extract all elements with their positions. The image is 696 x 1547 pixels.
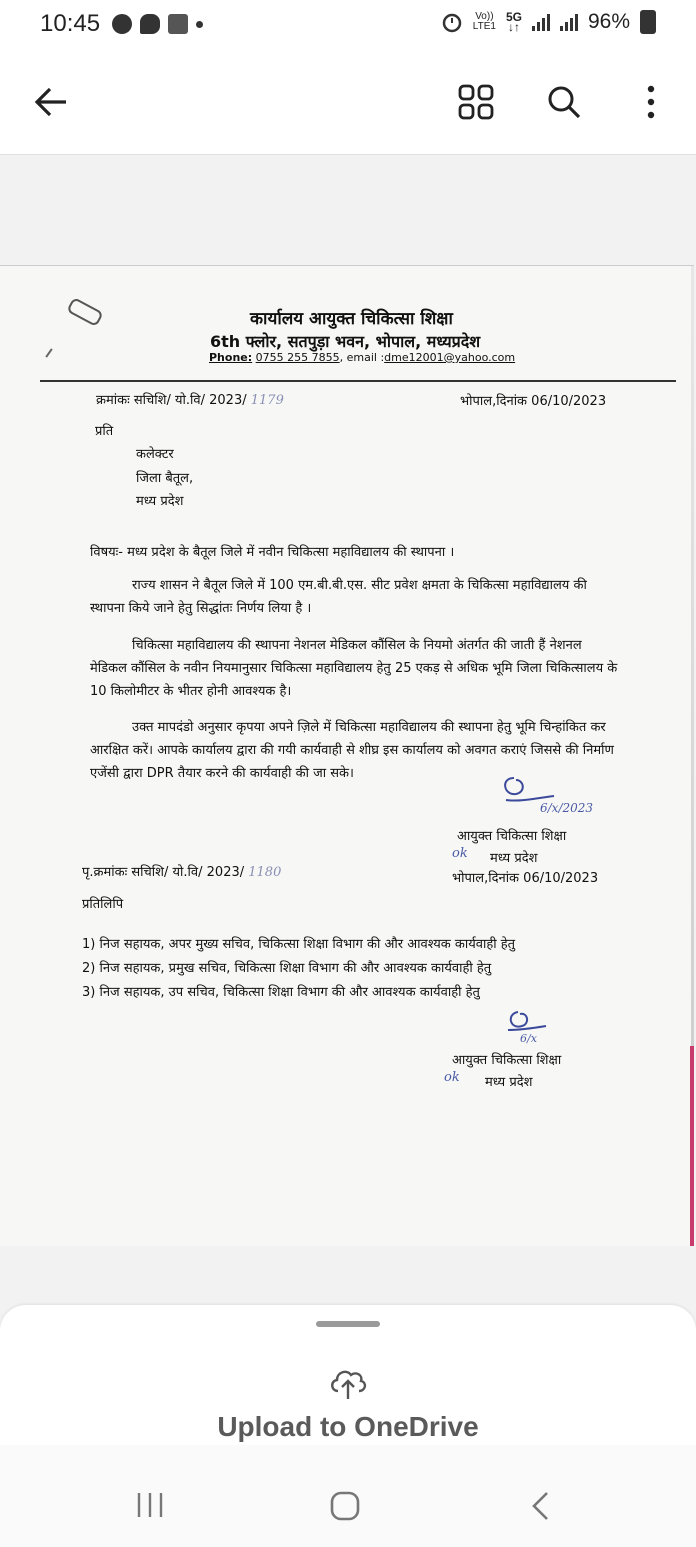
paragraph-2: चिकित्सा महाविद्यालय की स्थापना नेशनल मेडिकल कौंसिल के नियमो अंतर्गत की जाती हैं नेशनल मेडिकल कौंसिल के नवीन नियमानुसार चिकित्सा महाविद्यालय हेतु 25 एकड़ से अधिक भूमि जिला चिकित्सालय के 10 किलोमीटर के भीतर होनी आवश्यक है। xyxy=(90,638,618,699)
back-icon[interactable] xyxy=(530,1491,550,1521)
alarm-icon xyxy=(441,11,463,33)
place-date: भोपाल,दिनांक 06/10/2023 xyxy=(460,394,607,409)
signatory-2-title: आयुक्त चिकित्सा शिक्षा xyxy=(452,1053,562,1068)
more-vert-icon[interactable] xyxy=(644,84,658,120)
initials-1-icon: ok xyxy=(452,846,468,861)
back-arrow-icon[interactable] xyxy=(34,86,68,118)
to-label: प्रति xyxy=(95,424,114,439)
status-bar xyxy=(0,0,696,52)
endorsement-reference-text: पृ.क्रमांकः सचिशि/ यो.वि/ 2023/ xyxy=(82,865,245,880)
phone-label: Phone: xyxy=(209,351,253,364)
signal-1-icon xyxy=(532,13,550,31)
endorsement-reference xyxy=(82,862,281,880)
page-edge-pink xyxy=(690,1046,694,1246)
recents-icon[interactable] xyxy=(136,1491,164,1519)
copy-item-1: 1) निज सहायक, अपर मुख्य सचिव, चिकित्सा शिक्षा विभाग की और आवश्यक कार्यवाही हेतु xyxy=(82,937,516,952)
paragraph-3: उक्त मापदंडो अनुसार कृपया अपने ज़िले में चिकित्सा महाविद्यालय की स्थापना हेतु भूमि चिन्हांकित कर आरक्षित करें। आपके कार्यालय द्वारा की गयी कार्यवाही से शीघ्र इस कार्यालय को अवगत कराएं जिससे की निर्माण एजेंसी द्वारा DPR तैयार करने की कार्यवाही की जा सके। xyxy=(90,720,614,781)
signature-2-handwritten: 6/x xyxy=(520,1032,537,1045)
reference-number-handwritten: 1179 xyxy=(250,393,284,408)
phone-number: 0755 255 7855 xyxy=(255,351,340,364)
paper-clip-icon xyxy=(66,297,104,327)
volte-indicator: Vo)) LTE1 xyxy=(472,11,496,32)
copy-item-3: 3) निज सहायक, उप सचिव, चिकित्सा शिक्षा विभाग की और आवश्यक कार्यवाही हेतु xyxy=(82,985,480,1000)
letterhead-title: कार्यालय आयुक्त चिकित्सा शिक्षा xyxy=(250,309,453,329)
copy-item-2: 2) निज सहायक, प्रमुख सचिव, चिकित्सा शिक्षा विभाग की और आवश्यक कार्यवाही हेतु xyxy=(82,961,492,976)
chat-bubble-icon xyxy=(140,14,160,34)
upload-to-onedrive-button[interactable]: Upload to OneDrive xyxy=(217,1411,479,1442)
signal-2-icon xyxy=(560,13,578,31)
letterhead-address: 6th फ्लोर, सतपुड़ा भवन, भोपाल, मध्यप्रदेश xyxy=(210,332,481,351)
battery-percent: 96% xyxy=(587,10,630,33)
signatory-title: आयुक्त चिकित्सा शिक्षा xyxy=(457,829,567,844)
addressee-line-3: मध्य प्रदेश xyxy=(136,494,184,509)
battery-icon xyxy=(640,10,656,34)
addressee-line-1: कलेक्टर xyxy=(136,447,174,462)
copy-to-label: प्रतिलिपि xyxy=(82,897,124,912)
network-type: 5G ↓↑ xyxy=(505,10,522,34)
email-address: dme12001@yahoo.com xyxy=(384,351,516,364)
paragraph-1: राज्य शासन ने बैतूल जिले में 100 एम.बी.बी.एस. सीट प्रवेश क्षमता के चिकित्सा महाविद्यालय की स्थापना किये जाने हेतु सिद्धांतः निर्णय लिया है । xyxy=(90,578,587,616)
initials-2-icon: ok xyxy=(444,1070,460,1085)
search-icon[interactable] xyxy=(546,84,582,120)
addressee-line-2: जिला बैतूल, xyxy=(136,471,194,486)
endorsement-date: भोपाल,दिनांक 06/10/2023 xyxy=(452,871,599,886)
home-icon[interactable] xyxy=(330,1491,360,1521)
email-prefix: , email : xyxy=(339,351,385,364)
pencil-mark-icon xyxy=(45,348,52,357)
document-page xyxy=(0,265,694,1246)
subject-line: विषयः- मध्य प्रदेश के बैतूल जिले में नवीन चिकित्सा महाविद्यालय की स्थापना । xyxy=(90,545,455,560)
status-time: 10:45 xyxy=(40,10,101,37)
sheet-drag-handle[interactable] xyxy=(316,1321,380,1327)
reference-number-text: क्रमांकः सचिशि/ यो.वि/ 2023/ xyxy=(96,393,247,408)
news-app-icon xyxy=(168,14,188,34)
notification-icons xyxy=(112,14,203,34)
reference-number xyxy=(96,390,284,408)
signatory-state: मध्य प्रदेश xyxy=(490,851,538,866)
grid-view-icon[interactable] xyxy=(458,84,494,120)
signatory-2-state: मध्य प्रदेश xyxy=(485,1075,533,1090)
chrome-icon xyxy=(112,14,132,34)
signature-1-date-handwritten: 6/x/2023 xyxy=(540,801,594,815)
endorsement-reference-handwritten: 1180 xyxy=(248,865,282,880)
status-right xyxy=(441,10,656,34)
app-toolbar xyxy=(0,52,696,155)
more-notifications-dot-icon xyxy=(196,21,203,28)
cloud-upload-icon[interactable] xyxy=(328,1367,368,1401)
system-nav-bar xyxy=(0,1445,696,1547)
letterhead-divider xyxy=(40,380,676,382)
letterhead-contact xyxy=(209,351,515,364)
